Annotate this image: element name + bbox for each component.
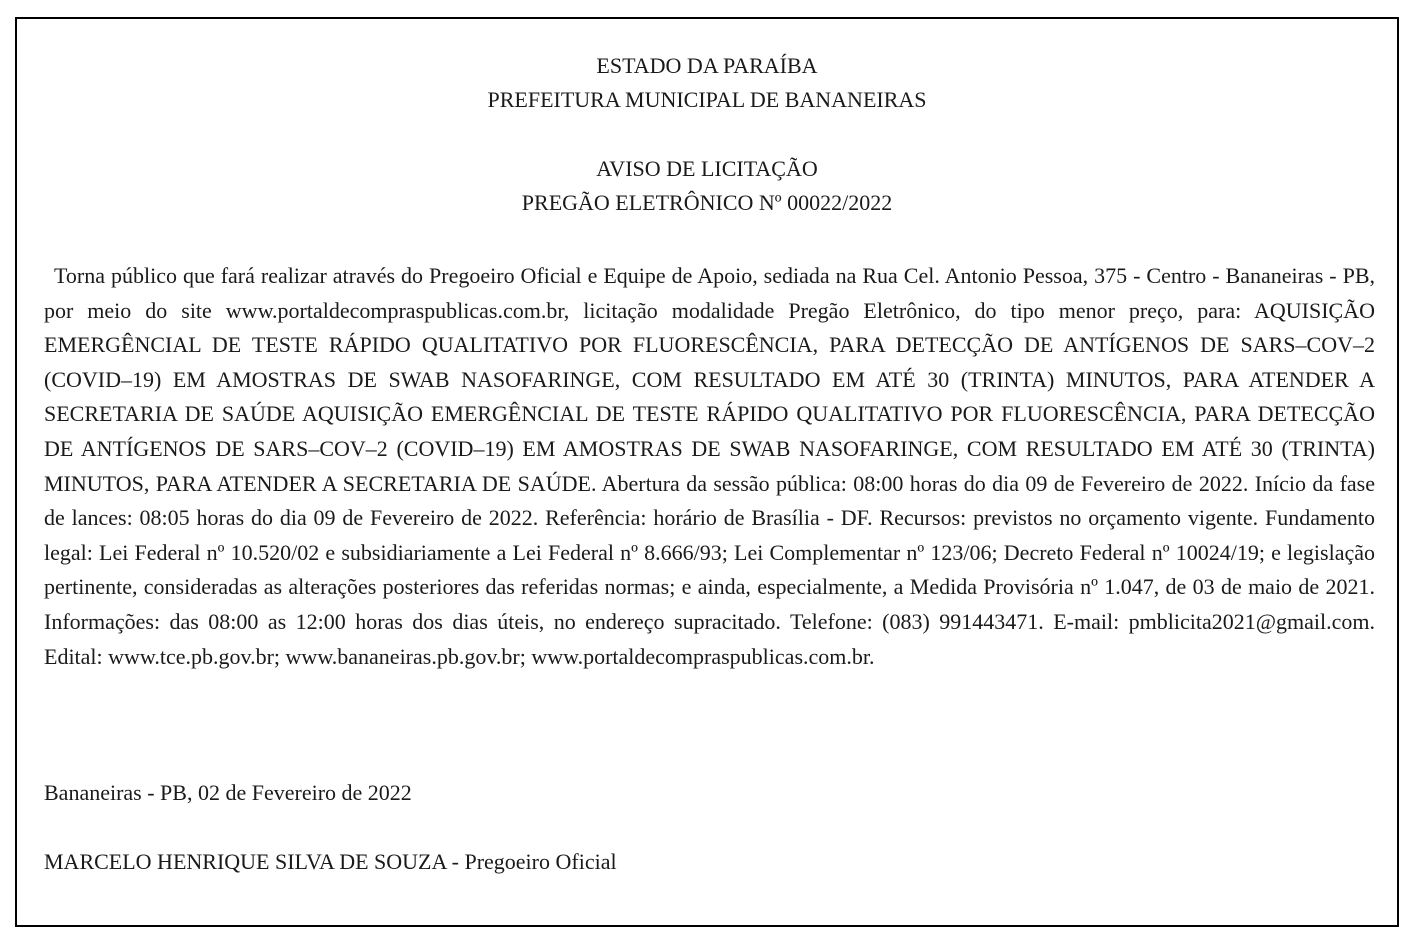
place-and-date: Bananeiras - PB, 02 de Fevereiro de 2022 [44,780,412,805]
notice-body [44,259,1375,674]
procurement-number: PREGÃO ELETRÔNICO Nº 00022/2022 [521,190,893,215]
signature-line: MARCELO HENRIQUE SILVA DE SOUZA - Pregoeiro Oficial [44,849,617,874]
state-name: ESTADO DA PARAÍBA [596,53,818,78]
notice-frame [15,17,1399,927]
notice-title: AVISO DE LICITAÇÃO [596,156,818,181]
municipality-name: PREFEITURA MUNICIPAL DE BANANEIRAS [487,87,927,112]
notice-header [17,152,1397,220]
issuer-header [17,49,1397,117]
notice-body-text: Torna público que fará realizar através do Pregoeiro Oficial e Equipe de Apoio, sediada na Rua Cel. Antonio Pessoa, 375 - Centro - Bananeiras - PB, por meio do site www.portaldecompraspublicas.com.br, licitação modalidade Pregão Eletrônico, do tipo menor preço, para: AQUISIÇÃO EMERGÊNCIAL DE TESTE RÁPIDO QUALITATIVO POR FLUORESCÊNCIA, PARA DETECÇÃO DE ANTÍGENOS DE SARS–COV–2 (COVID–19) EM AMOSTRAS DE SWAB NASOFARINGE, COM RESULTADO EM ATÉ 30 (TRINTA) MINUTOS, PARA ATENDER A SECRETARIA DE SAÚDE AQUISIÇÃO EMERGÊNCIAL DE TESTE RÁPIDO QUALITATIVO POR FLUORESCÊNCIA, PARA DETECÇÃO DE ANTÍGENOS DE SARS–COV–2 (COVID–19) EM AMOSTRAS DE SWAB NASOFARINGE, COM RESULTADO EM ATÉ 30 (TRINTA) MINUTOS, PARA ATENDER A SECRETARIA DE SAÚDE. Abertura da sessão pública: 08:00 horas do dia 09 de Fevereiro de 2022. Início da fase de lances: 08:05 horas do dia 09 de Fevereiro de 2022. Referência: horário de Brasília - DF. Recursos: previstos no orçamento vigente. Fundamento legal: Lei Federal nº 10.520/02 e subsidiariamente a Lei Federal nº 8.666/93; Lei Complementar nº 123/06; Decreto Federal nº 10024/19; e legislação pertinente, consideradas as alterações posteriores das referidas normas; e ainda, especialmente, a Medida Provisória nº 1.047, de 03 de maio de 2021. Informações: das 08:00 as 12:00 horas dos dias úteis, no endereço supracitado. Telefone: (083) 991443471. E-mail: pmblicita2021@gmail.com. Edital: www.tce.pb.gov.br; www.bananeiras.pb.gov.br; www.portaldecompraspublicas.com.br. [44,263,1375,669]
